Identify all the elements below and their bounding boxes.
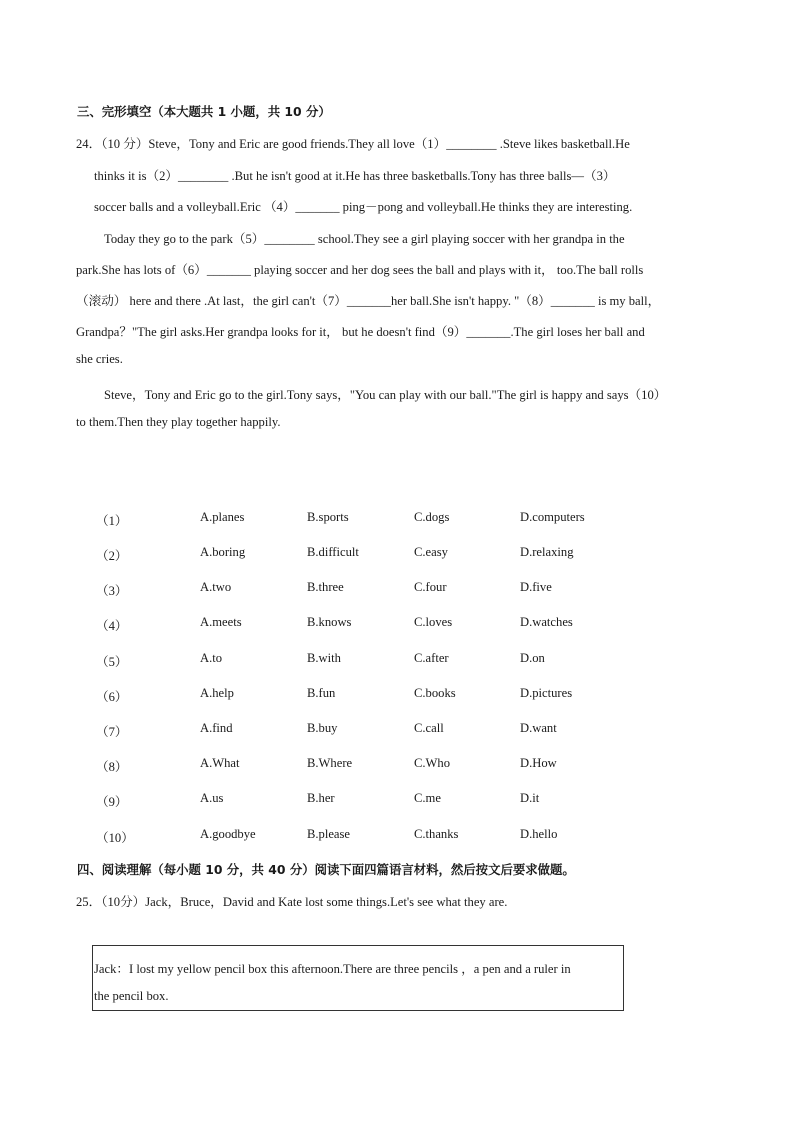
option-b: B.with xyxy=(307,651,341,665)
option-c: C.dogs xyxy=(414,510,450,524)
option-d: D.hello xyxy=(520,827,558,841)
option-row xyxy=(96,545,656,565)
option-number: （5） xyxy=(96,655,128,669)
option-row xyxy=(96,580,656,600)
option-c: C.books xyxy=(414,686,456,700)
passage-line: （滚动） here and there .At last，the girl can't（7）_______her ball.She isn't happy. "（8）_______ is my ball， xyxy=(76,294,661,308)
option-b: B.three xyxy=(307,580,344,594)
option-d: D.on xyxy=(520,651,545,665)
option-b: B.buy xyxy=(307,721,338,735)
passage-line: she cries. xyxy=(76,352,123,366)
section-4-title: 四、阅读理解（每小题 10 分，共 40 分）阅读下面四篇语言材料，然后按文后要求做题。 xyxy=(77,862,575,877)
option-number: （4） xyxy=(96,619,128,633)
passage-line: Grandpa？"The girl asks.Her grandpa looks for it， but he doesn't find（9）_______.The girl loses her ball and xyxy=(76,325,645,339)
option-b: B.her xyxy=(307,791,335,805)
option-c: C.thanks xyxy=(414,827,459,841)
option-a: A.boring xyxy=(200,545,246,559)
option-number: （7） xyxy=(96,725,128,739)
option-a: A.What xyxy=(200,756,240,770)
option-number: （3） xyxy=(96,584,128,598)
option-c: C.Who xyxy=(414,756,451,770)
option-row xyxy=(96,615,656,635)
notice-line: Jack：I lost my yellow pencil box this afternoon.There are three pencils ，a pen and a ruler in xyxy=(94,962,571,976)
option-d: D.How xyxy=(520,756,557,770)
option-d: D.five xyxy=(520,580,552,594)
option-a: A.two xyxy=(200,580,232,594)
option-number: （10） xyxy=(96,831,134,845)
section-3-title: 三、完形填空（本大题共 1 小题，共 10 分） xyxy=(77,104,331,119)
option-row xyxy=(96,651,656,671)
option-a: A.us xyxy=(200,791,224,805)
option-c: C.after xyxy=(414,651,449,665)
question-25-intro: 25．（10分）Jack，Bruce，David and Kate lost some things.Let's see what they are. xyxy=(76,895,508,909)
option-c: C.call xyxy=(414,721,444,735)
option-b: B.sports xyxy=(307,510,349,524)
option-d: D.computers xyxy=(520,510,585,524)
option-a: A.planes xyxy=(200,510,245,524)
option-c: C.me xyxy=(414,791,441,805)
option-a: A.goodbye xyxy=(200,827,256,841)
option-b: B.knows xyxy=(307,615,352,629)
option-row xyxy=(96,686,656,706)
passage-line: Today they go to the park（5）________ school.They see a girl playing soccer with her grandpa in the xyxy=(104,232,625,246)
passage-line: Steve，Tony and Eric go to the girl.Tony says，"You can play with our ball."The girl is happy and says（10） xyxy=(104,388,667,402)
option-c: C.four xyxy=(414,580,447,594)
option-row xyxy=(96,510,656,530)
option-number: （1） xyxy=(96,514,128,528)
option-row xyxy=(96,827,656,847)
option-d: D.relaxing xyxy=(520,545,574,559)
passage-line: 24．（10 分）Steve，Tony and Eric are good friends.They all love（1）________ .Steve likes basketball.He xyxy=(76,137,630,151)
option-number: （6） xyxy=(96,690,128,704)
option-d: D.watches xyxy=(520,615,573,629)
option-row xyxy=(96,756,656,776)
passage-line: to them.Then they play together happily. xyxy=(76,415,281,429)
option-number: （9） xyxy=(96,795,128,809)
option-d: D.it xyxy=(520,791,540,805)
option-b: B.Where xyxy=(307,756,353,770)
option-a: A.to xyxy=(200,651,223,665)
option-c: C.loves xyxy=(414,615,453,629)
option-b: B.fun xyxy=(307,686,336,700)
passage-line: soccer balls and a volleyball.Eric （4）_______ ping－pong and volleyball.He thinks they are interesting. xyxy=(94,200,633,214)
option-b: B.please xyxy=(307,827,351,841)
option-a: A.meets xyxy=(200,615,242,629)
option-b: B.difficult xyxy=(307,545,359,559)
option-a: A.find xyxy=(200,721,233,735)
option-row xyxy=(96,721,656,741)
option-d: D.want xyxy=(520,721,557,735)
lost-item-notice-box xyxy=(92,945,624,1011)
passage-line: park.She has lots of（6）_______ playing soccer and her dog sees the ball and plays with it， too.The ball rolls xyxy=(76,263,644,277)
option-number: （2） xyxy=(96,549,128,563)
option-a: A.help xyxy=(200,686,234,700)
notice-line: the pencil box. xyxy=(94,989,169,1003)
option-number: （8） xyxy=(96,760,128,774)
option-d: D.pictures xyxy=(520,686,573,700)
passage-line: thinks it is（2）________ .But he isn't good at it.He has three basketballs.Tony has three balls—（3） xyxy=(94,169,616,183)
option-row xyxy=(96,791,656,811)
option-c: C.easy xyxy=(414,545,448,559)
